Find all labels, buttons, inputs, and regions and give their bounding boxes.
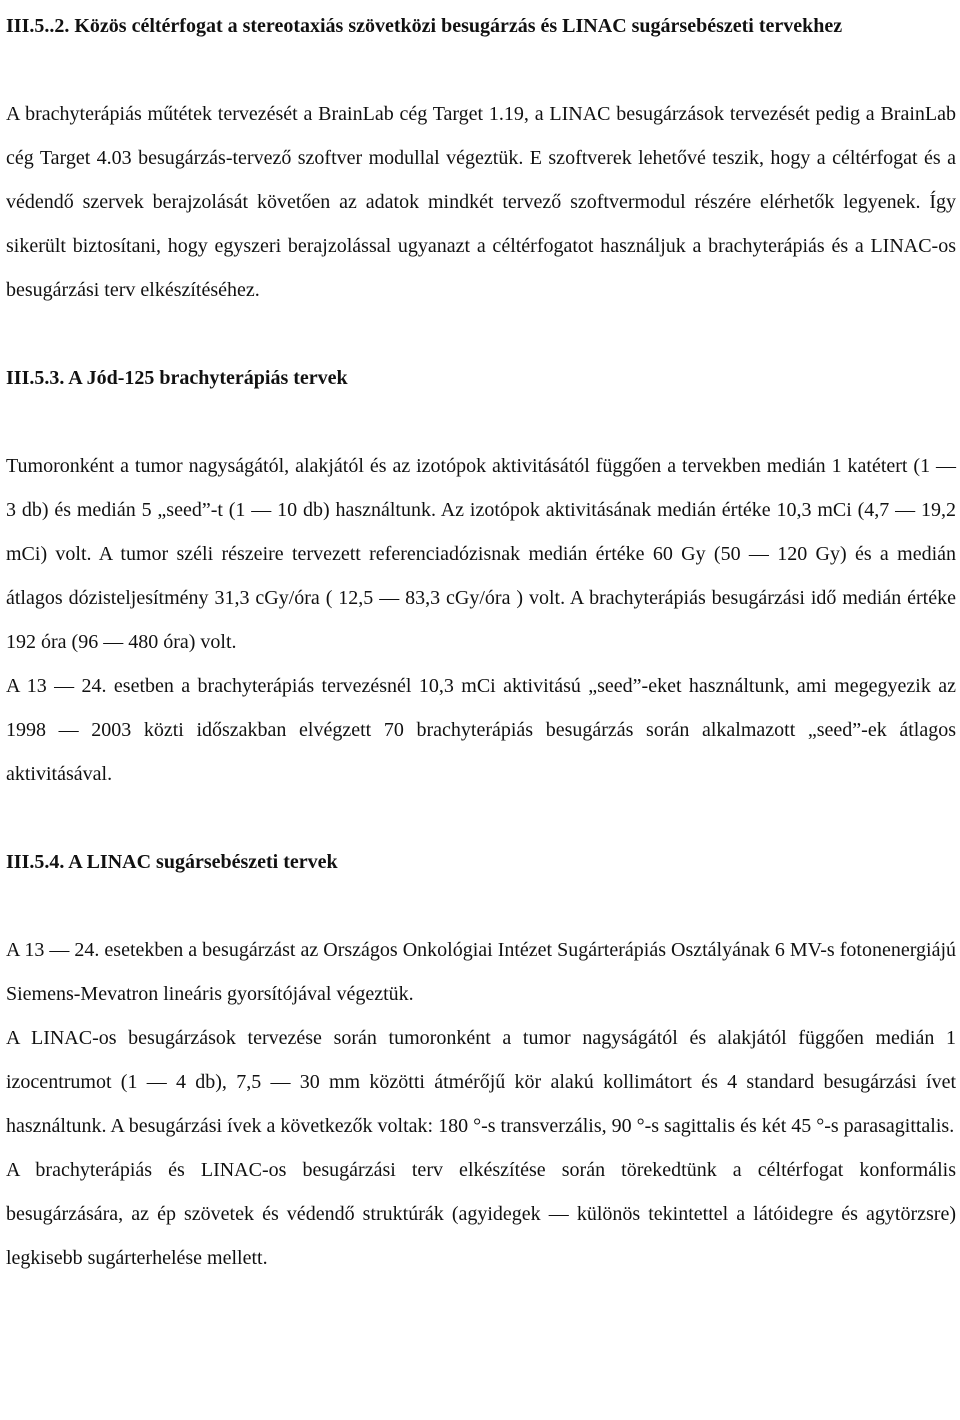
spacer (6, 312, 956, 356)
spacer (6, 400, 956, 444)
paragraph: A LINAC-os besugárzások tervezése során tumoronként a tumor nagyságától és alakjától függően medián 1 izocentrumot (1 — 4 db), 7,5 — 30 mm közötti átmérőjű kör alakú kollimátort és 4 standard besugárzási ívet használtunk. A besugárzási ívek a következők voltak: 180 °-s transverzális, 90 °-s sagittalis és két 45 °-s parasagittalis. (6, 1027, 956, 1137)
paragraph: Tumoronként a tumor nagyságától, alakjától és az izotópok aktivitásától függően a tervekben medián 1 katétert (1 — 3 db) és medián 5 „seed”-t (1 — 10 db) használtunk. Az izotópok aktivitásának medián értéke 10,3 mCi (4,7 — 19,2 mCi) volt. A tumor széli részeire tervezett referenciadózisnak medián értéke 60 Gy (50 — 120 Gy) és a medián átlagos dózisteljesítmény 31,3 cGy/óra ( 12,5 — 83,3 cGy/óra ) volt. A brachyterápiás besugárzási idő medián értéke 192 óra (96 — 480 óra) volt. (6, 455, 956, 653)
section-linac-radiosurgery-plans (6, 840, 956, 1280)
paragraph: A brachyterápiás műtétek tervezését a BrainLab cég Target 1.19, a LINAC besugárzások tervezését pedig a BrainLab cég Target 4.03 besugárzás-tervező szoftver modullal végeztük. E szoftverek lehetővé teszik, hogy a céltérfogat és a védendő szervek berajzolását követően az adatok mindkét tervező szoftvermodul részére elérhetők legyenek. Így sikerült biztosítani, hogy egyszeri berajzolással ugyanazt a céltérfogatot használjuk a brachyterápiás és a LINAC-os besugárzási terv elkészítéséhez. (6, 103, 956, 301)
spacer (6, 884, 956, 928)
section-heading: III.5.4. A LINAC sugársebészeti tervek (6, 851, 338, 873)
paragraph: A 13 — 24. esetben a brachyterápiás tervezésnél 10,3 mCi aktivitású „seed”-eket használtunk, ami megegyezik az 1998 — 2003 közti időszakban elvégzett 70 brachyterápiás besugárzás során alkalmazott „seed”-ek átlagos aktivitásával. (6, 675, 956, 785)
spacer (6, 796, 956, 840)
section-common-target-volume (6, 4, 956, 312)
section-heading: III.5..2. Közös céltérfogat a stereotaxiás szövetközi besugárzás és LINAC sugársebészeti tervekhez (6, 15, 843, 37)
spacer (6, 48, 956, 92)
paragraph: A 13 — 24. esetekben a besugárzást az Országos Onkológiai Intézet Sugárterápiás Osztályának 6 MV-s fotonenergiájú Siemens-Mevatron lineáris gyorsítójával végeztük. (6, 939, 956, 1005)
section-heading: III.5.3. A Jód-125 brachyterápiás tervek (6, 367, 348, 389)
paragraph: A brachyterápiás és LINAC-os besugárzási terv elkészítése során törekedtünk a céltérfogat konformális besugárzására, az ép szövetek és védendő struktúrák (agyidegek — különös tekintettel a látóidegre és agytörzsre) legkisebb sugárterhelése mellett. (6, 1159, 956, 1269)
section-iodine-brachytherapy-plans (6, 356, 956, 796)
